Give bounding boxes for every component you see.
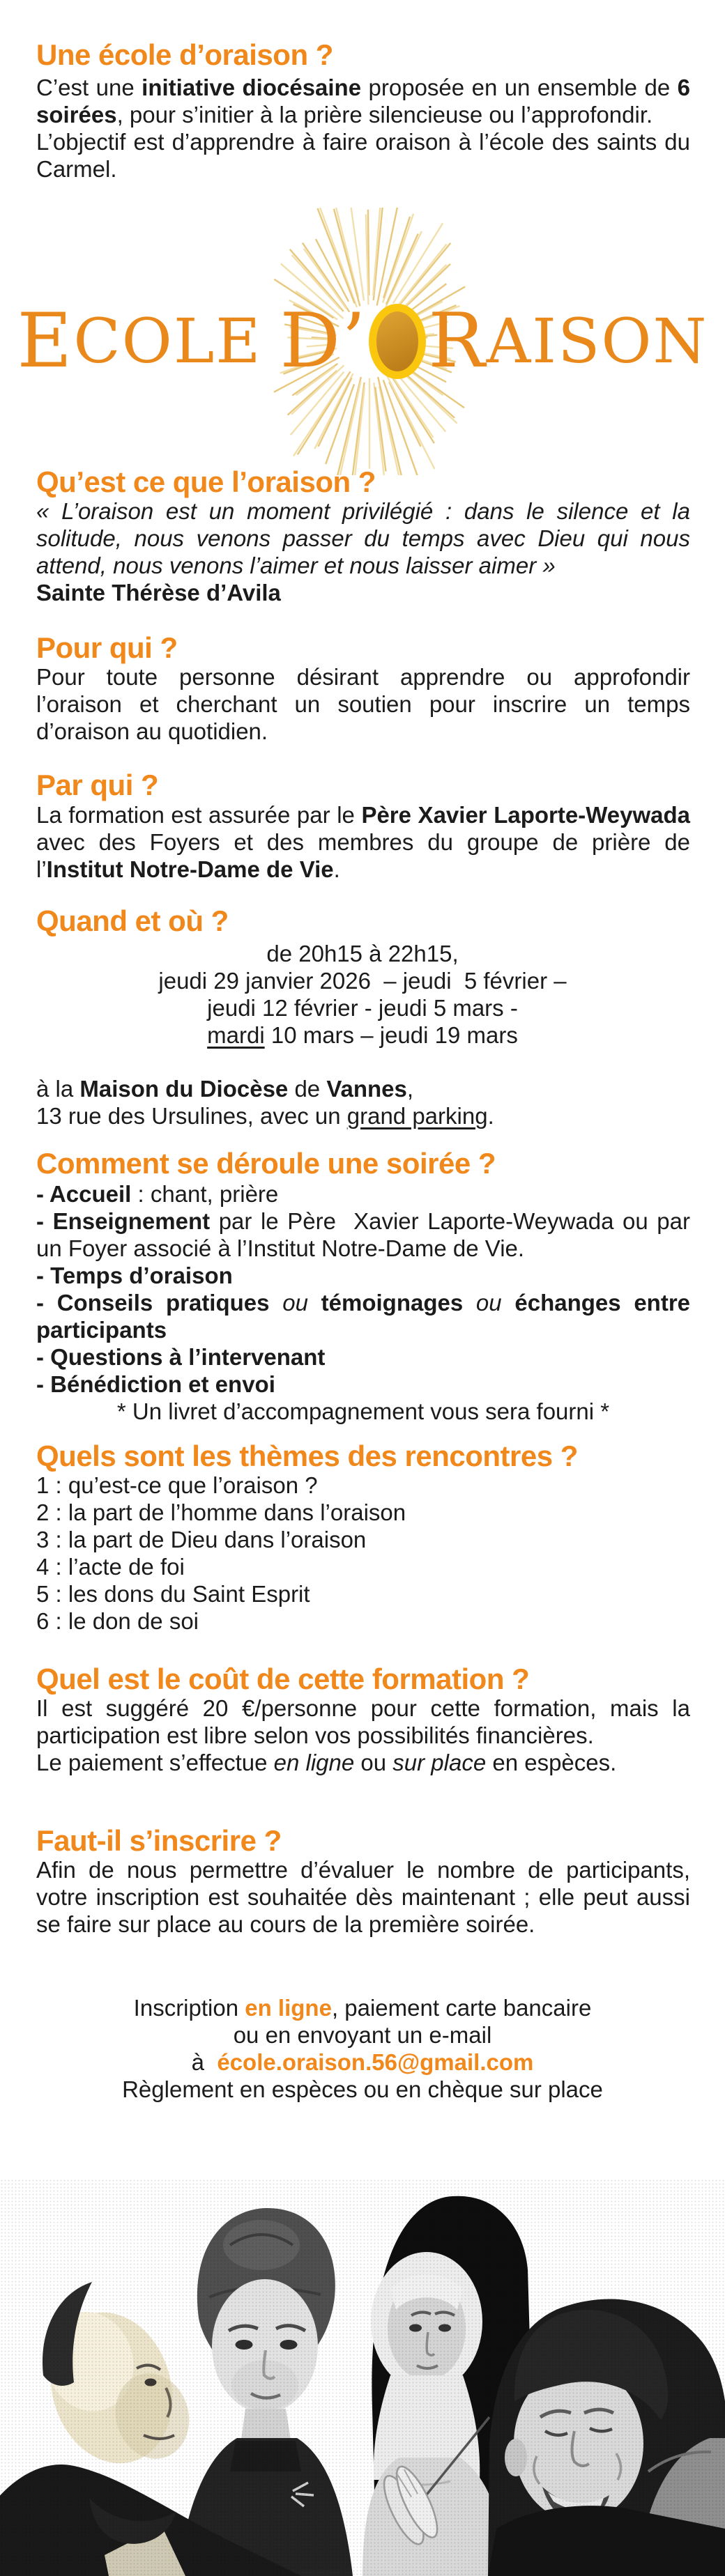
logo-letter-e: E [17,298,74,385]
booklet-footnote: * Un livret d’accompagnement vous sera fourni * [116,1398,610,1424]
cost-block [36,1695,690,1776]
logo-text [0,223,725,460]
email-link[interactable]: école.oraison.56@gmail.com [217,2049,534,2075]
logo-letters-d: D’ [280,298,367,385]
logo-letters-cole: COLE [73,305,262,377]
intro-p1: C’est une initiative diocésaine proposée en un ensemble de 6 soirées, pour s’initier à la prière silencieuse ou l’approfondir. [36,75,690,128]
registration-line2: ou en envoyant un e-mail [233,2022,492,2048]
inscription-info: Afin de nous permettre d’évaluer le nombre de participants, votre inscription est souhaitée dès maintenant ; elle peut aussi se faire sur place au cours de la première soirée. [36,1857,690,1937]
list-item: - Questions à l’intervenant [36,1344,326,1370]
carmel-saints-photo [0,2179,725,2576]
section-heading-inscrire: Faut-il s’inscrire ? [36,1824,282,1857]
section-heading-definition: Qu’est ce que l’oraison ? [36,465,376,498]
theme-item: 6 : le don de soi [36,1608,199,1634]
logo-letter-r: R [428,298,487,385]
address-line2: 13 rue des Ursulines, avec un grand parking. [36,1103,494,1129]
definition-block [36,498,690,606]
section-heading-quand: Quand et où ? [36,904,229,937]
list-item: - Accueil : chant, prière [36,1181,279,1207]
themes-list [36,1472,690,1635]
theme-item: 1 : qu’est-ce que l’oraison ? [36,1472,318,1498]
intro-paragraphs [36,74,690,183]
schedule-block [0,940,725,1049]
registration-line3 [0,2049,725,2076]
logo-letters-aison: AISON [486,305,708,377]
school-logo [0,223,725,460]
list-item: - Temps d’oraison [36,1263,233,1288]
email-prefix: à [191,2049,218,2075]
schedule-line: de 20h15 à 22h15, [266,941,459,966]
theme-item: 3 : la part de Dieu dans l’oraison [36,1527,367,1552]
quote-author: Sainte Thérèse d’Avila [36,580,281,606]
schedule-line: jeudi 29 janvier 2026 – jeudi 5 février – [158,968,567,994]
theme-item: 5 : les dons du Saint Esprit [36,1581,310,1607]
section-heading-cout: Quel est le coût de cette formation ? [36,1663,530,1695]
section-heading-une-ecole: Une école d’oraison ? [36,38,333,71]
evening-structure-list [36,1180,690,1425]
section-heading-par-qui: Par qui ? [36,769,159,801]
address-line1: à la Maison du Diocèse de Vannes, [36,1076,414,1102]
theme-item: 2 : la part de l’homme dans l’oraison [36,1499,406,1525]
pour-qui-body: Pour toute personne désirant apprendre ou approfondir l’oraison et cherchant un soutien pour inscrire un temps d’oraison au quotidien. [36,664,690,744]
registration-block [0,1994,725,2103]
cost-p2: Le paiement s’effectue en ligne ou sur place en espèces. [36,1750,617,1775]
list-item: - Conseils pratiques ou témoignages ou échanges entre participants [36,1290,691,1343]
section-heading-comment: Comment se déroule une soirée ? [36,1147,496,1180]
registration-line4: Règlement en espèces ou en chèque sur place [122,2076,603,2102]
theme-item: 4 : l’acte de foi [36,1554,185,1580]
list-item: - Bénédiction et envoi [36,1371,275,1397]
sun-icon [368,302,427,380]
intro-p2: L’objectif est d’apprendre à faire oraison à l’école des saints du Carmel. [36,129,690,182]
schedule-line: jeudi 12 février - jeudi 5 mars - [207,995,518,1021]
address-block [36,1075,690,1129]
schedule-line: mardi 10 mars – jeudi 19 mars [207,1022,518,1048]
list-item: - Enseignement par le Père Xavier Laporte-Weywada ou par un Foyer associé à l’Institut Notre-Dame de Vie. [36,1208,690,1261]
section-heading-pour-qui: Pour qui ? [36,631,178,664]
oraison-quote: « L’oraison est un moment privilégié : dans le silence et la solitude, nous venons passer du temps avec Dieu qui nous attend, nous venons l’aimer et nous laisser aimer » [36,498,690,578]
section-heading-themes: Quels sont les thèmes des rencontres ? [36,1440,578,1472]
registration-line1: Inscription en ligne, paiement carte bancaire [133,1995,592,2021]
cost-p1: Il est suggéré 20 €/personne pour cette formation, mais la participation est libre selon vos possibilités financières. [36,1695,690,1748]
par-qui-body: La formation est assurée par le Père Xavier Laporte-Weywada avec des Foyers et des membres du groupe de prière de l’Institut Notre-Dame de Vie. [36,802,690,882]
